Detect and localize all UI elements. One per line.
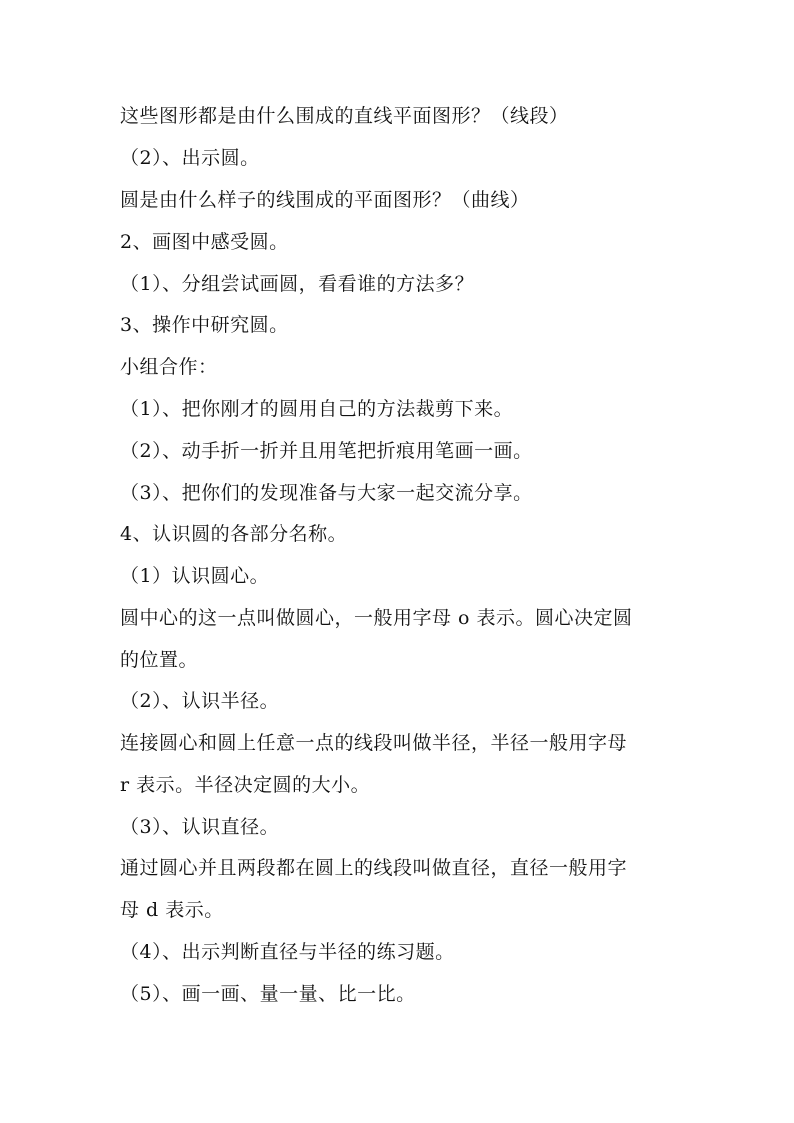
text-line: 的位置。 bbox=[120, 649, 199, 671]
text-line: 圆是由什么样子的线围成的平面图形？（曲线） bbox=[120, 189, 530, 211]
text-line: （4）、出示判断直径与半径的练习题。 bbox=[120, 941, 455, 963]
text-line: （1）、把你刚才的圆用自己的方法裁剪下来。 bbox=[120, 398, 514, 420]
text-line: r 表示。半径决定圆的大小。 bbox=[120, 774, 371, 796]
text-line: 4、认识圆的各部分名称。 bbox=[120, 523, 348, 545]
text-line: 这些图形都是由什么围成的直线平面图形？（线段） bbox=[120, 105, 569, 127]
text-line: 小组合作： bbox=[120, 356, 218, 378]
text-line: 连接圆心和圆上任意一点的线段叫做半径，半径一般用字母 bbox=[120, 732, 628, 754]
text-line: （2）、认识半径。 bbox=[120, 690, 280, 712]
text-line: （2）、出示圆。 bbox=[120, 147, 260, 169]
text-line: 通过圆心并且两段都在圆上的线段叫做直径，直径一般用字 bbox=[120, 857, 628, 879]
text-line: 2、画图中感受圆。 bbox=[120, 231, 289, 253]
text-line: 圆中心的这一点叫做圆心，一般用字母 o 表示。圆心决定圆 bbox=[120, 607, 633, 629]
text-line: （3）、把你们的发现准备与大家一起交流分享。 bbox=[120, 482, 533, 504]
text-line: （2）、动手折一折并且用笔把折痕用笔画一画。 bbox=[120, 440, 533, 462]
text-line: （1）认识圆心。 bbox=[120, 565, 270, 587]
text-line: （3）、认识直径。 bbox=[120, 816, 280, 838]
text-line: （5）、画一画、量一量、比一比。 bbox=[120, 983, 416, 1005]
text-line: 母 d 表示。 bbox=[120, 899, 224, 921]
text-line: 3、操作中研究圆。 bbox=[120, 314, 289, 336]
text-line: （1）、分组尝试画圆，看看谁的方法多？ bbox=[120, 273, 475, 295]
